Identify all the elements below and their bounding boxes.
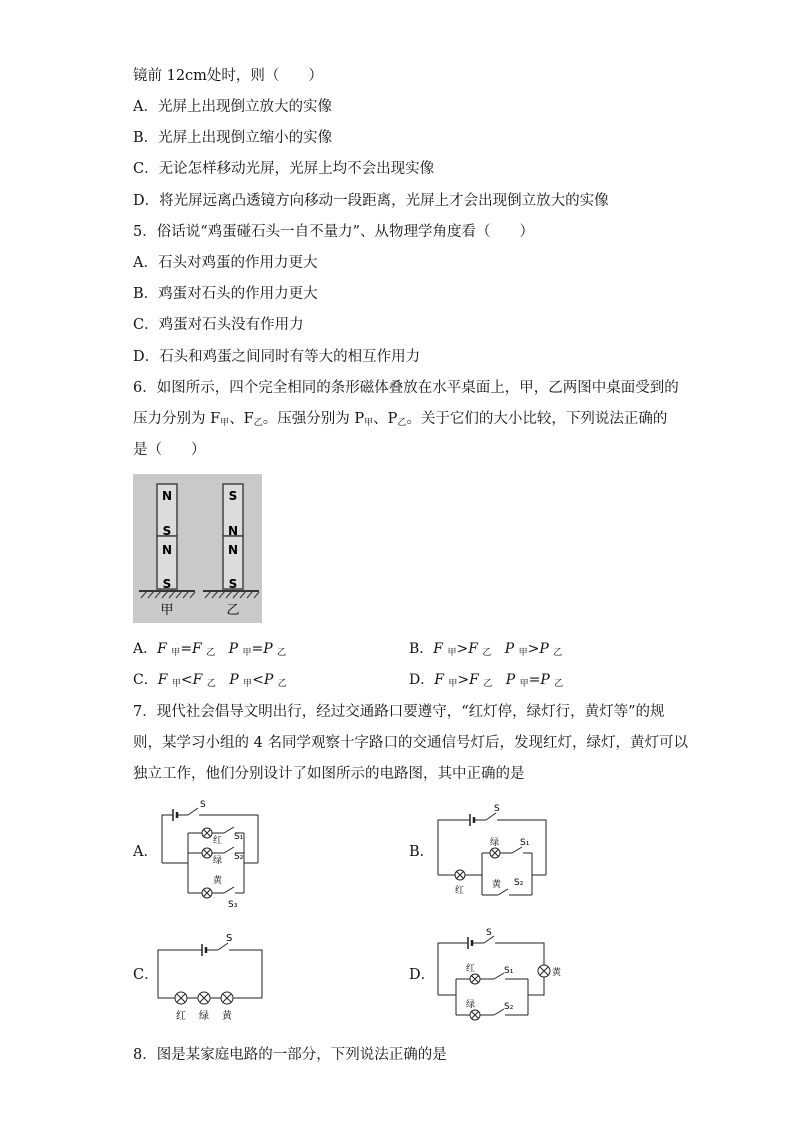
switch-main-label: S [200,800,206,810]
yellow-label: 黄 [492,880,502,890]
yellow-label: 黄 [222,1011,232,1022]
s2-label: S₂ [504,1002,514,1012]
green-label: 绿 [199,1011,209,1022]
circuit-a [158,795,268,910]
s1-label: S₁ [520,838,530,848]
magnet-stack-left [157,484,177,591]
q6-stem-line1: 6．如图所示，四个完全相同的条形磁体叠放在水平桌面上，甲，乙两图中桌面受到的 [133,380,679,396]
q7-option-a-label: A． [133,844,158,860]
s1-label: S₁ [504,966,514,976]
q5-option-c: C．鸡蛋对石头没有作用力 [133,317,304,333]
green-label: 绿 [466,1000,476,1010]
magnet-pole-label: S [228,577,238,591]
figure-label-jia: 甲 [160,603,174,618]
q7-option-b-label: B． [409,844,435,860]
yellow-label: 黄 [552,968,562,978]
magnet-pole-label: N [227,543,239,557]
q6-stem-line2: 压力分别为 $F_甲$、$F_乙$。压强分别为 $P_甲$、$P_乙$。关于它们的大小比较，下列说法正确的 [133,411,668,428]
q4-option-a: A．光屏上出现倒立放大的实像 [133,99,332,115]
q6-option-b: B．F $_甲$>F $_乙$ P $_甲$>P $_乙$ [409,641,563,658]
circuit-d [434,925,564,1025]
yellow-label: 黄 [213,876,223,886]
q8-stem: 8．图是某家庭电路的一部分，下列说法正确的是 [133,1047,447,1063]
q7-option-d-label: D． [409,967,436,983]
q6-stem-line3: 是（ ） [133,442,206,458]
q5-option-a: A．石头对鸡蛋的作用力更大 [133,255,318,271]
q5-stem: 5．俗话说“鸡蛋碰石头一自不量力”、从物理学角度看（ ） [133,224,535,240]
magnet-pole-label: S [162,577,172,591]
s2-label: S₂ [514,878,524,888]
q7-option-c-label: C． [133,967,159,983]
magnet-pole-label: N [227,524,239,538]
q7-stem-line1: 7．现代社会倡导文明出行，经过交通路口要遵守，“红灯停，绿灯行，黄灯等”的规 [133,704,665,720]
s3-label: S₃ [228,900,238,910]
q4-option-d: D．将光屏远离凸透镜方向移动一段距离，光屏上才会出现倒立放大的实像 [133,193,609,209]
q4-option-c: C．无论怎样移动光屏，光屏上均不会出现实像 [133,161,435,177]
q7-stem-line3: 独立工作，他们分别设计了如图所示的电路图，其中正确的是 [133,766,525,782]
switch-main-label: S [486,928,492,938]
circuit-b [434,795,550,905]
green-label: 绿 [490,838,500,848]
green-label: 绿 [213,856,223,866]
red-label: 红 [466,964,476,974]
s1-label: S₁ [234,832,244,842]
magnets-figure [133,474,262,623]
q4-stem-tail: 镜前 12cm处时，则（ ） [133,68,323,84]
q6-option-c: C．F $_甲$<F $_乙$ P $_甲$<P $_乙$ [133,672,287,689]
figure-label-yi: 乙 [226,603,240,618]
q5-option-d: D．石头和鸡蛋之间同时有等大的相互作用力 [133,349,421,365]
s2-label: S₂ [234,852,244,862]
magnet-stack-right [223,484,243,591]
circuit-c [156,928,266,1023]
magnet-pole-label: S [162,524,172,538]
q6-option-d: D．F $_甲$>F $_乙$ P $_甲$=P $_乙$ [409,672,564,689]
switch-main-label: S [226,933,233,944]
red-label: 红 [455,886,465,896]
red-label: 红 [176,1011,186,1022]
switch-main-label: S [494,804,500,814]
q7-stem-line2: 则，某学习小组的 4 名同学观察十字路口的交通信号灯后，发现红灯，绿灯，黄灯可以 [133,735,688,751]
magnet-pole-label: N [161,543,173,557]
q5-option-b: B．鸡蛋对石头的作用力更大 [133,286,318,302]
magnet-pole-label: N [161,489,173,503]
red-label: 红 [213,836,223,846]
magnet-pole-label: S [228,489,238,503]
q4-option-b: B．光屏上出现倒立缩小的实像 [133,130,333,146]
q6-option-a: A．F $_甲$=F $_乙$ P $_甲$=P $_乙$ [133,641,287,658]
